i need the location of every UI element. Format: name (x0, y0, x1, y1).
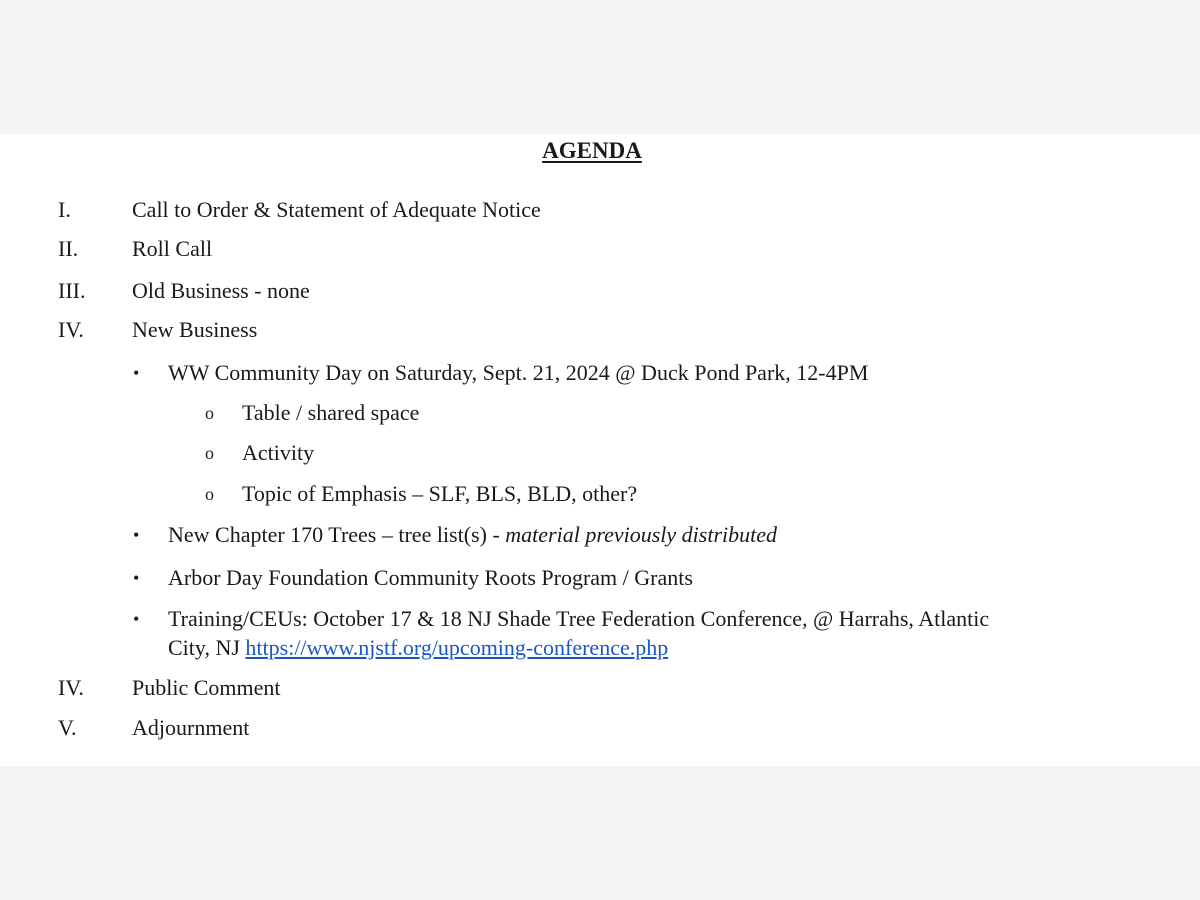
conference-link[interactable]: https://www.njstf.org/upcoming-conference.php (245, 635, 669, 660)
bullet-italic-note: material previously distributed (505, 522, 777, 547)
bullet-text: WW Community Day on Saturday, Sept. 21, 2024 @ Duck Pond Park, 12-4PM (168, 360, 869, 385)
sub-marker: o (205, 403, 214, 423)
item-text: Public Comment (132, 675, 281, 700)
bullet-text: New Chapter 170 Trees – tree list(s) - (168, 522, 506, 547)
bullet-text: Arbor Day Foundation Community Roots Program / Grants (168, 565, 693, 590)
item-text: Call to Order & Statement of Adequate Notice (132, 197, 541, 222)
sub-marker: o (205, 484, 214, 504)
sub-marker: o (205, 443, 214, 463)
bullet-marker: • (133, 568, 140, 588)
item-numeral: I. (58, 197, 71, 222)
sub-item-text: Topic of Emphasis – SLF, BLS, BLD, other? (242, 481, 638, 506)
agenda-title: AGENDA (542, 138, 642, 163)
item-text: Adjournment (132, 715, 250, 740)
item-numeral: III. (58, 278, 86, 303)
bullet-text: Training/CEUs: October 17 & 18 NJ Shade Tree Federation Conference, @ Harrahs, Atlantic (168, 606, 990, 631)
item-text: Roll Call (132, 236, 213, 261)
bullet-text-wrapper (168, 521, 777, 549)
bullet-marker: • (133, 609, 140, 629)
item-numeral: IV. (58, 317, 84, 342)
bullet-marker: • (133, 363, 140, 383)
sub-item-text: Activity (242, 440, 315, 465)
bullet-text-wrapper (168, 634, 668, 662)
item-numeral: V. (58, 715, 77, 740)
item-numeral: II. (58, 236, 79, 261)
item-text: Old Business - none (132, 278, 310, 303)
item-numeral: IV. (58, 675, 84, 700)
item-text: New Business (132, 317, 258, 342)
bullet-marker: • (133, 525, 140, 545)
sub-item-text: Table / shared space (242, 400, 420, 425)
bullet-text: City, NJ (168, 635, 246, 660)
agenda-page (0, 134, 1200, 766)
